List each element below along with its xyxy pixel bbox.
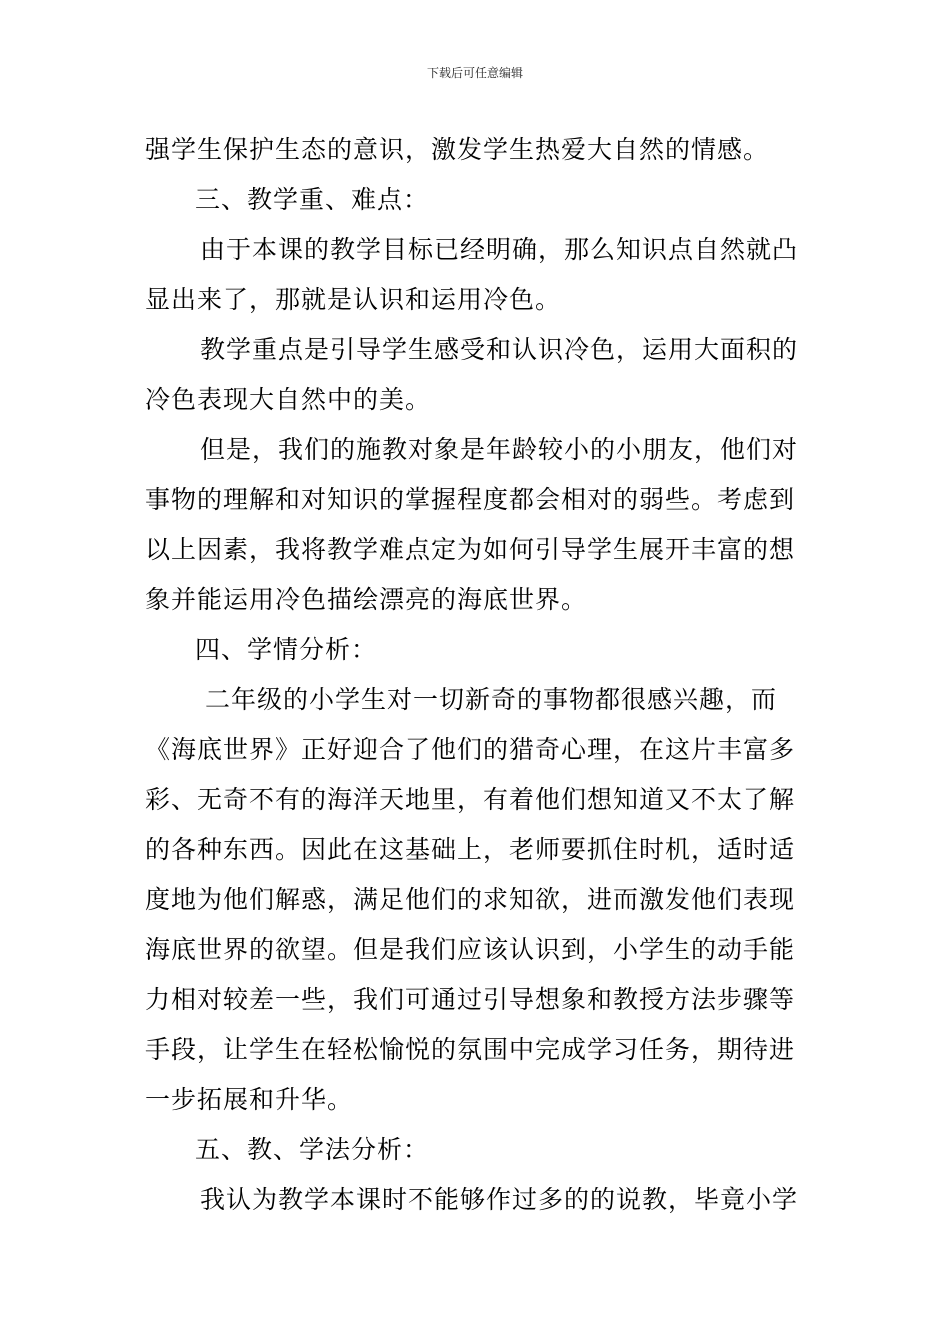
text-line: 教学重点是引导学生感受和认识冷色，运用大面积的 bbox=[200, 335, 799, 364]
text-line: 彩、无奇不有的海洋天地里，有着他们想知道又不太了解 bbox=[145, 785, 796, 814]
text-line: 度地为他们解惑，满足他们的求知欲，进而激发他们表现 bbox=[145, 885, 796, 914]
text-line: 由于本课的教学目标已经明确，那么知识点自然就凸 bbox=[200, 235, 799, 264]
text-line: 我认为教学本课时不能够作过多的的说教，毕竟小学 bbox=[200, 1185, 799, 1214]
text-line: 以上因素，我将教学难点定为如何引导学生展开丰富的想 bbox=[145, 535, 796, 564]
section-heading-3: 三、教学重、难点： bbox=[195, 185, 430, 214]
text-line: 事物的理解和对知识的掌握程度都会相对的弱些。考虑到 bbox=[145, 485, 796, 514]
page-header-note: 下载后可任意编辑 bbox=[426, 66, 523, 80]
section-heading-4: 四、学情分析： bbox=[195, 635, 378, 664]
text-line: 象并能运用冷色描绘漂亮的海底世界。 bbox=[145, 585, 588, 614]
text-line: 二年级的小学生对一切新奇的事物都很感兴趣，而 bbox=[205, 685, 778, 714]
text-line: 力相对较差一些，我们可通过引导想象和教授方法步骤等 bbox=[145, 985, 796, 1014]
text-line: 但是，我们的施教对象是年龄较小的小朋友，他们对 bbox=[200, 435, 799, 464]
text-line: 显出来了，那就是认识和运用冷色。 bbox=[145, 285, 562, 314]
text-line: 一步拓展和升华。 bbox=[145, 1085, 354, 1114]
text-line: 的各种东西。因此在这基础上，老师要抓住时机，适时适 bbox=[145, 835, 796, 864]
text-line: 冷色表现大自然中的美。 bbox=[145, 385, 432, 414]
text-line: 手段，让学生在轻松愉悦的氛围中完成学习任务，期待进 bbox=[145, 1035, 796, 1064]
text-line: 《海底世界》正好迎合了他们的猎奇心理，在这片丰富多 bbox=[145, 735, 796, 764]
text-line: 海底世界的欲望。但是我们应该认识到，小学生的动手能 bbox=[145, 935, 796, 964]
text-line: 强学生保护生态的意识，激发学生热爱大自然的情感。 bbox=[145, 135, 770, 164]
section-heading-5: 五、教、学法分析： bbox=[195, 1135, 430, 1164]
